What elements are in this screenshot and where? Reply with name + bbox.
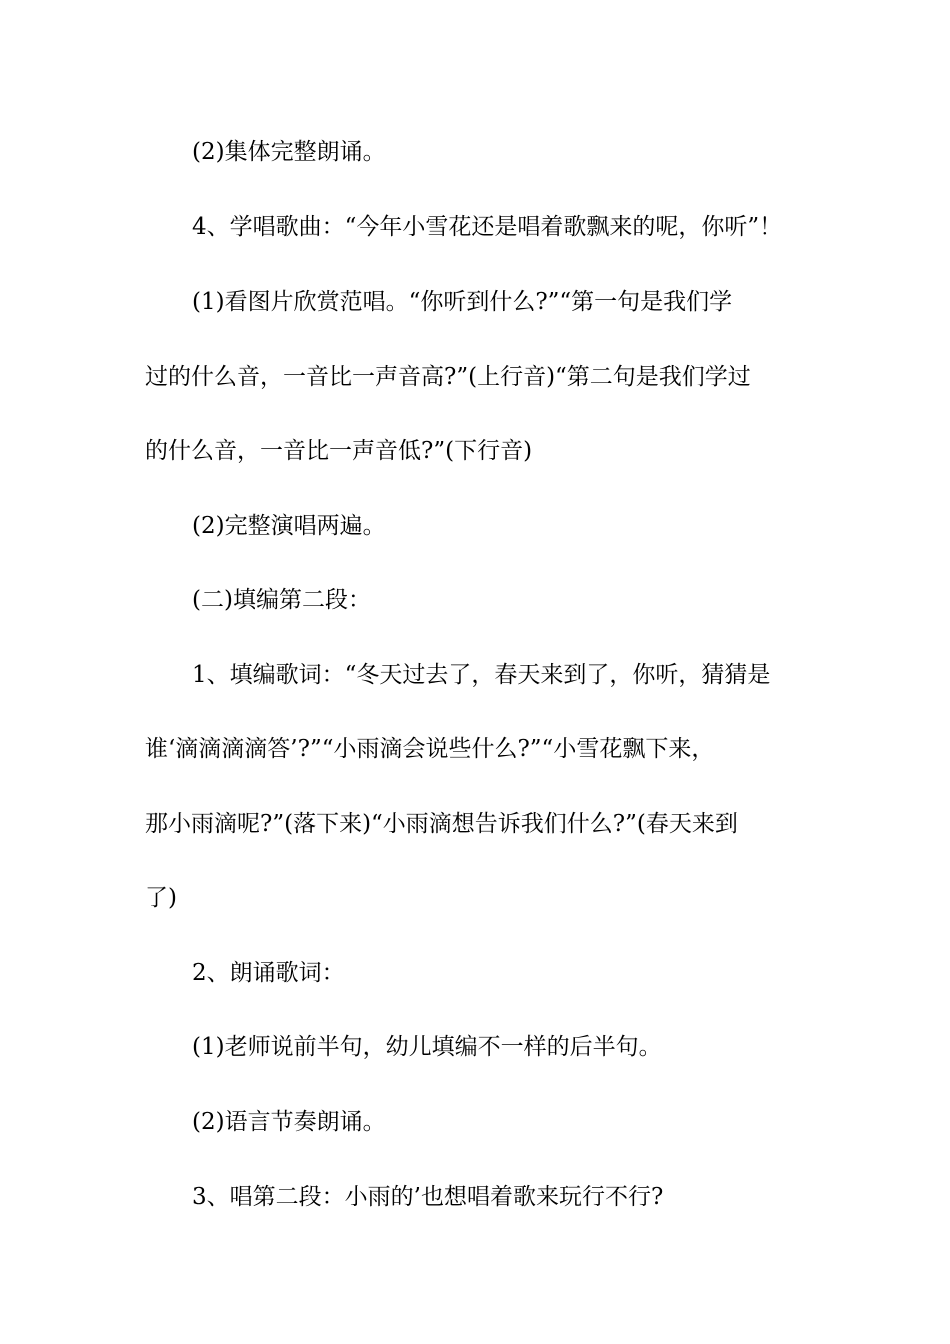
paragraph-line: 2、朗诵歌词： xyxy=(192,960,345,986)
paragraph-line: 过的什么音，一音比一声音高?”(上行音)“第二句是我们学过 xyxy=(145,364,751,390)
paragraph-line: 那小雨滴呢?”(落下来)“小雨滴想告诉我们什么?”(春天来到 xyxy=(145,811,738,837)
paragraph-line: (2)集体完整朗诵。 xyxy=(192,139,386,165)
paragraph-line: (二)填编第二段： xyxy=(192,587,371,613)
paragraph-line: 1、填编歌词：“冬天过去了，春天来到了，你听，猜猜是 xyxy=(192,662,771,688)
paragraph-line: 4、学唱歌曲：“今年小雪花还是唱着歌飘来的呢，你听”！ xyxy=(192,214,783,240)
paragraph-line: 的什么音，一音比一声音低?”(下行音) xyxy=(145,438,533,464)
paragraph-line: (2)完整演唱两遍。 xyxy=(192,513,386,539)
paragraph-line: 谁‘滴滴滴滴答’?”“小雨滴会说些什么?”“小雪花飘下来， xyxy=(145,736,715,762)
paragraph-line: 了) xyxy=(145,885,177,911)
paragraph-line: (1)老师说前半句，幼儿填编不一样的后半句。 xyxy=(192,1034,662,1060)
paragraph-line: (1)看图片欣赏范唱。“你听到什么?”“第一句是我们学 xyxy=(192,289,733,315)
paragraph-line: 3、唱第二段：小雨的’也想唱着歌来玩行不行? xyxy=(192,1184,664,1210)
paragraph-line: (2)语言节奏朗诵。 xyxy=(192,1109,386,1135)
